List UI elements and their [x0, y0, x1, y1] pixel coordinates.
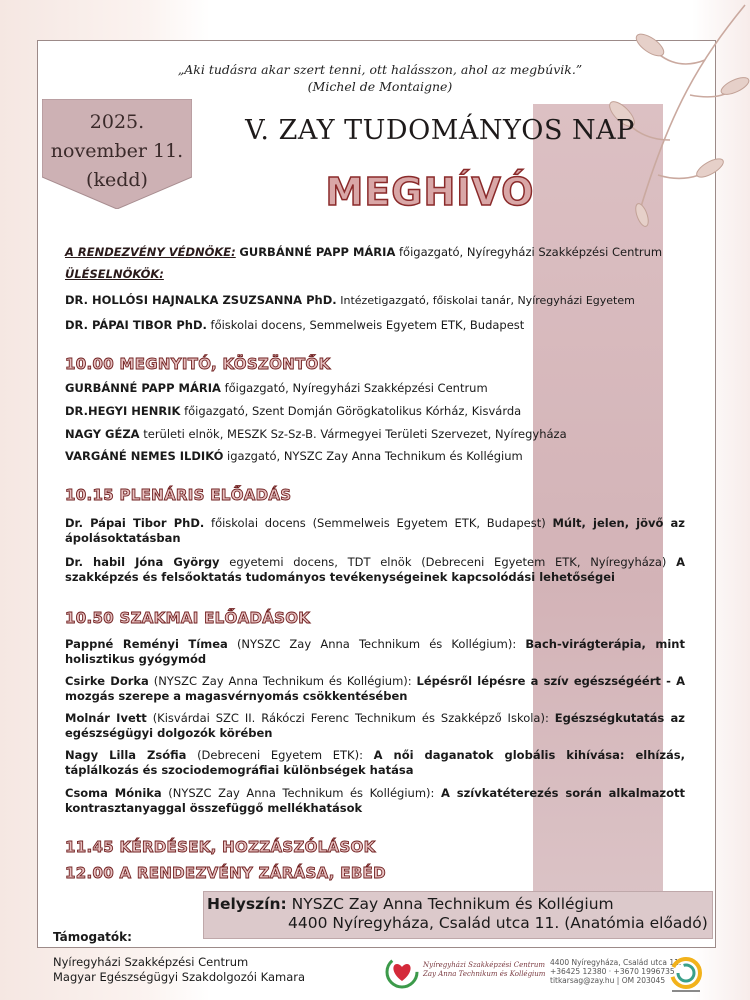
talk-item: Molnár Ivett (Kisvárdai SZC II. Rákóczi Ferenc Technikum és Szakképző Iskola): Egészségkutatás az egészségügyi dolgozók körében [65, 711, 686, 740]
plenary-item: Dr. Pápai Tibor PhD. főiskolai docens (Semmelweis Egyetem ETK, Budapest) Múlt, jelen, jövő az ápolásoktatásban [65, 516, 685, 545]
chairs-label: ÜLÉSELNÖKÖK: [65, 267, 164, 281]
questions-heading: 11.45 KÉRDÉSEK, HOZZÁSZÓLÁSOK [65, 838, 376, 856]
opening-heading: 10.00 MEGNYITÓ, KÖSZÖNTŐK [65, 355, 331, 373]
patron-line [65, 245, 695, 260]
date-weekday: (kedd) [86, 169, 148, 191]
school-contact: 4400 Nyíregyháza, Család utca 11. +36425 12380 · +3670 1996735 titkarsag@zay.hu | OM 203045 [550, 958, 682, 985]
patron-label: A RENDEZVÉNY VÉDNÖKE: [65, 245, 236, 259]
event-date [42, 108, 192, 195]
talk-item: Csirke Dorka (NYSZC Zay Anna Technikum és Kollégium): Lépésről lépésre a szív egészségéért - A mozgás szerepe a magasvérnyomás csökkentésében [65, 674, 686, 703]
closing-heading: 12.00 A RENDEZVÉNY ZÁRÁSA, EBÉD [65, 864, 386, 882]
quote-author: (Michel de Montaigne) [307, 79, 453, 94]
plenary-item: Dr. habil Jóna György egyetemi docens, TDT elnök (Debreceni Egyetem ETK, Nyíregyháza) A szakképzés és felsőoktatás tudományos tevékenységeinek kapcsolódási lehetőségei [65, 555, 685, 584]
chair-name: DR. PÁPAI TIBOR PhD. [65, 318, 207, 332]
supporter-item: Magyar Egészségügyi Szakdolgozói Kamara [53, 970, 306, 984]
chair-item [65, 293, 695, 308]
supporters-label: Támogatók: [53, 930, 132, 944]
plenary-heading: 10.15 PLENÁRIS ELŐADÁS [65, 486, 292, 504]
patron-role: főigazgató, Nyíregyházi Szakképzési Centrum [399, 245, 663, 259]
talks-heading: 10.50 SZAKMAI ELŐADÁSOK [65, 609, 311, 627]
opening-item: DR.HEGYI HENRIK főigazgató, Szent Domján Görögkatolikus Kórház, Kisvárda [65, 404, 522, 418]
heart-logo-icon [385, 955, 419, 989]
chair-role: Intézetigazgató, főiskolai tanár, Nyíregyházi Egyetem [340, 294, 635, 307]
chair-role: főiskolai docens, Semmelweis Egyetem ETK, Budapest [210, 318, 525, 332]
invitation-heading: MEGHÍVÓ [325, 170, 535, 214]
location-venue: NYSZC Zay Anna Technikum és Kollégium [291, 895, 614, 913]
opening-item: GURBÁNNÉ PAPP MÁRIA főigazgató, Nyíregyházi Szakképzési Centrum [65, 381, 488, 395]
school-logo-text: Nyíregyházi Szakképzési Centrum Zay Anna Technikum és Kollégium [423, 961, 546, 978]
opening-item: VARGÁNÉ NEMES ILDIKÓ igazgató, NYSZC Zay Anna Technikum és Kollégium [65, 449, 523, 463]
chair-item [65, 318, 695, 333]
location-label: Helyszín: [207, 895, 287, 913]
opening-item: NAGY GÉZA területi elnök, MESZK Sz-Sz-B. Vármegyei Területi Szervezet, Nyíregyháza [65, 427, 567, 441]
talk-item: Nagy Lilla Zsófia (Debreceni Egyetem ETK): A női daganatok globális kihívása: elhízás, táplálkozás és szociodemográfiai különbségek hatása [65, 748, 686, 777]
chamber-logo-icon [664, 953, 708, 997]
talk-item: Csoma Mónika (NYSZC Zay Anna Technikum és Kollégium): A szívkatéterezés során alkalmazott kontrasztanyaggal összefüggő mellékhatások [65, 786, 686, 815]
date-year: 2025. [89, 111, 145, 133]
location-text [207, 895, 708, 933]
supporter-item: Nyíregyházi Szakképzési Centrum [53, 955, 249, 969]
location-address: 4400 Nyíregyháza, Család utca 11. (Anatómia előadó) [288, 914, 708, 932]
chair-name: DR. HOLLÓSI HAJNALKA ZSUZSANNA PhD. [65, 293, 337, 307]
event-title: V. ZAY TUDOMÁNYOS NAP [245, 115, 635, 146]
patron-name: GURBÁNNÉ PAPP MÁRIA [239, 245, 396, 259]
quote-text: „Aki tudásra akar szert tenni, ott halásszon, ahol az megbúvik.” [177, 62, 583, 77]
date-day: november 11. [50, 140, 184, 162]
talk-item: Pappné Reményi Tímea (NYSZC Zay Anna Technikum és Kollégium): Bach-virágterápia, mint holisztikus gyógymód [65, 637, 685, 666]
